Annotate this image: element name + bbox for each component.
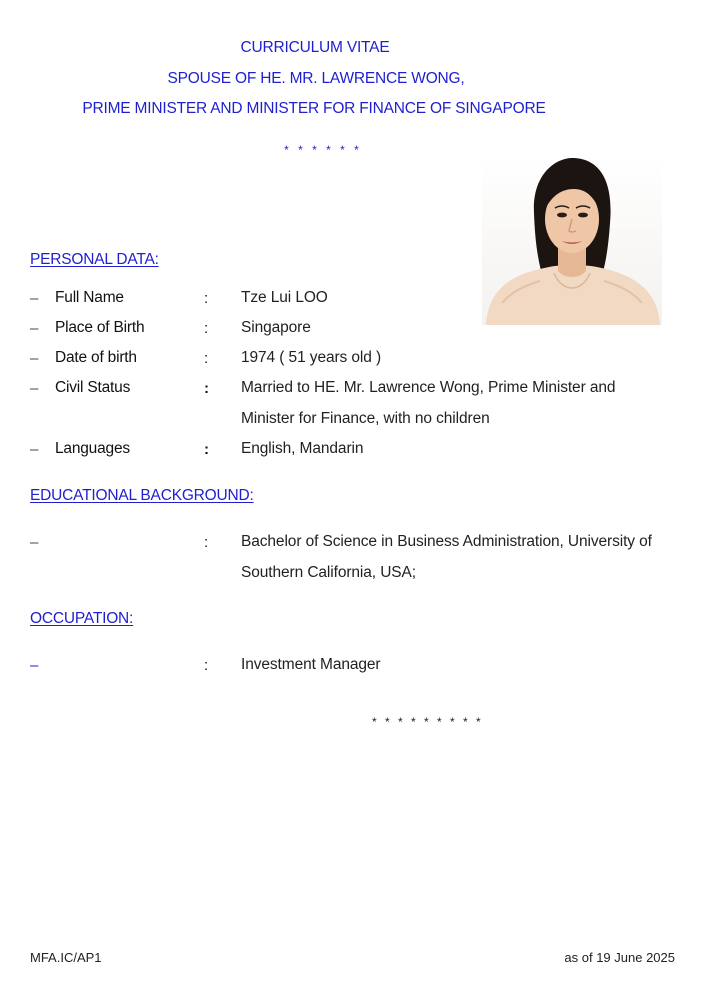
value-languages: English, Mandarin: [241, 440, 364, 457]
colon-separator: :: [204, 380, 209, 397]
label-date-of-birth: Date of birth: [55, 349, 137, 366]
colon-separator: :: [204, 320, 209, 337]
colon-separator: :: [204, 657, 209, 674]
section-heading-education: EDUCATIONAL BACKGROUND:: [30, 487, 254, 504]
footer-reference: MFA.IC/AP1: [30, 950, 102, 965]
footer-date: as of 19 June 2025: [564, 950, 675, 965]
section-heading-personal-data: PERSONAL DATA:: [30, 251, 159, 268]
colon-separator: :: [204, 441, 209, 458]
bullet-dash: –: [30, 534, 39, 551]
value-date-of-birth: 1974 ( 51 years old ): [241, 349, 382, 366]
bullet-dash: –: [30, 320, 39, 337]
bullet-dash: –: [30, 380, 39, 397]
label-civil-status: Civil Status: [55, 379, 131, 396]
label-place-of-birth: Place of Birth: [55, 319, 145, 336]
section-heading-occupation: OCCUPATION:: [30, 610, 134, 627]
value-civil-status: Married to HE. Mr. Lawrence Wong, Prime Minister and: [241, 379, 616, 396]
value-occupation: Investment Manager: [241, 656, 381, 673]
header-separator-stars: * * * * * *: [284, 143, 362, 157]
value-place-of-birth: Singapore: [241, 319, 311, 336]
title-line-2: SPOUSE OF HE. MR. LAWRENCE WONG,: [167, 70, 465, 87]
value-civil-status-continued: Minister for Finance, with no children: [241, 410, 490, 427]
end-separator-stars: * * * * * * * * *: [372, 715, 484, 729]
bullet-dash: –: [30, 290, 39, 307]
value-full-name: Tze Lui LOO: [241, 289, 328, 306]
colon-separator: :: [204, 350, 209, 367]
bullet-dash: –: [30, 350, 39, 367]
portrait-photo: [482, 153, 662, 325]
label-full-name: Full Name: [55, 289, 124, 306]
title-line-3: PRIME MINISTER AND MINISTER FOR FINANCE OF SINGAPORE: [82, 100, 546, 117]
value-education: Bachelor of Science in Business Administration, University of: [241, 533, 652, 550]
colon-separator: :: [204, 290, 209, 307]
colon-separator: :: [204, 534, 209, 551]
bullet-dash: –: [30, 441, 39, 458]
value-education-continued: Southern California, USA;: [241, 564, 416, 581]
title-line-1: CURRICULUM VITAE: [240, 39, 390, 56]
portrait-illustration: [482, 153, 662, 325]
bullet-dash: –: [30, 657, 39, 674]
label-languages: Languages: [55, 440, 130, 457]
